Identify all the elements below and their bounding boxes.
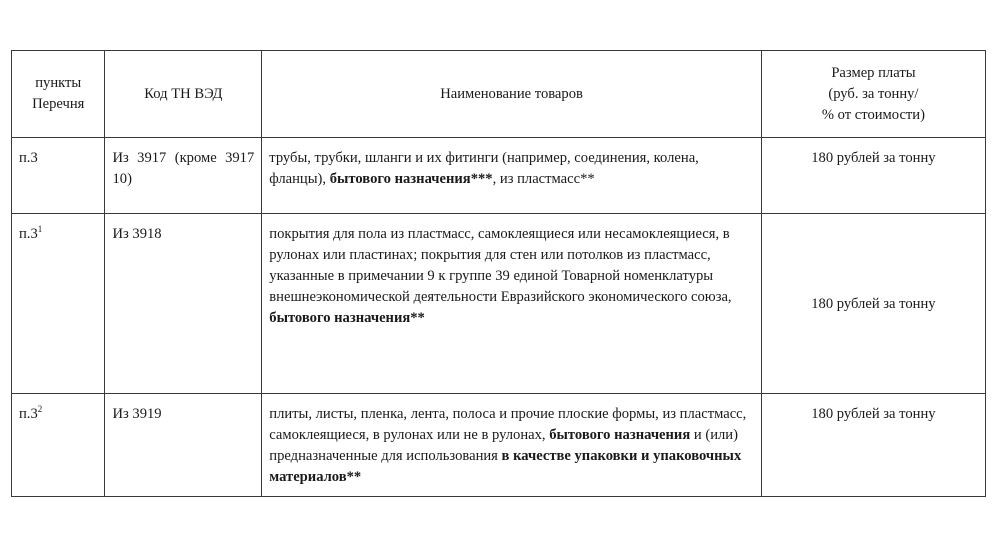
cell-code: Из 3919 xyxy=(105,394,262,497)
header-goods-name: Наименование товаров xyxy=(262,51,762,138)
cell-fee: 180 рублей за тонну xyxy=(761,214,985,394)
cell-item: $п.3^1$ xyxy=(12,214,105,394)
tariff-table xyxy=(11,50,986,497)
cell-description: трубы, трубки, шланги и их фитинги (например, соединения, колена, фланцы), бытового назначения***, из пластмасс** xyxy=(262,138,762,214)
header-code: Код ТН ВЭД xyxy=(105,51,262,138)
table-header-row xyxy=(12,51,986,138)
header-fee xyxy=(761,51,985,138)
cell-fee: 180 рублей за тонну xyxy=(761,138,985,214)
cell-item: $п.3^2$ xyxy=(12,394,105,497)
cell-item: п.3 xyxy=(12,138,105,214)
header-line: Размер платы xyxy=(831,64,916,81)
cell-description: покрытия для пола из пластмасс, самоклеящиеся или несамоклеящиеся, в рулонах или пластинах; покрытия для стен или потолков из пластмасс, указанные в примечании 9 к группе 39 единой Товарной номенклатуры внешнеэкономической деятельности Евразийского экономического союза, бытового назначения** xyxy=(262,214,762,394)
cell-code: Из 3917 (кроме 3917 10) xyxy=(105,138,262,214)
cell-description: плиты, листы, пленка, лента, полоса и прочие плоские формы, из пластмасс, самоклеящиеся, в рулонах или не в рулонах, бытового назначения и (или) предназначенные для использования в качестве упаковки и упаковочных материалов** xyxy=(262,394,762,497)
table-row xyxy=(12,138,986,214)
header-line: % от стоимости) xyxy=(821,106,925,123)
header-line: Перечня xyxy=(32,96,85,112)
table-row xyxy=(12,394,986,497)
cell-fee: 180 рублей за тонну xyxy=(761,394,985,497)
table-row xyxy=(12,214,986,394)
header-line: (руб. за тонну/ xyxy=(828,85,919,102)
cell-code: Из 3918 xyxy=(105,214,262,394)
header-list-items xyxy=(12,51,105,138)
header-line: пункты xyxy=(35,75,82,91)
